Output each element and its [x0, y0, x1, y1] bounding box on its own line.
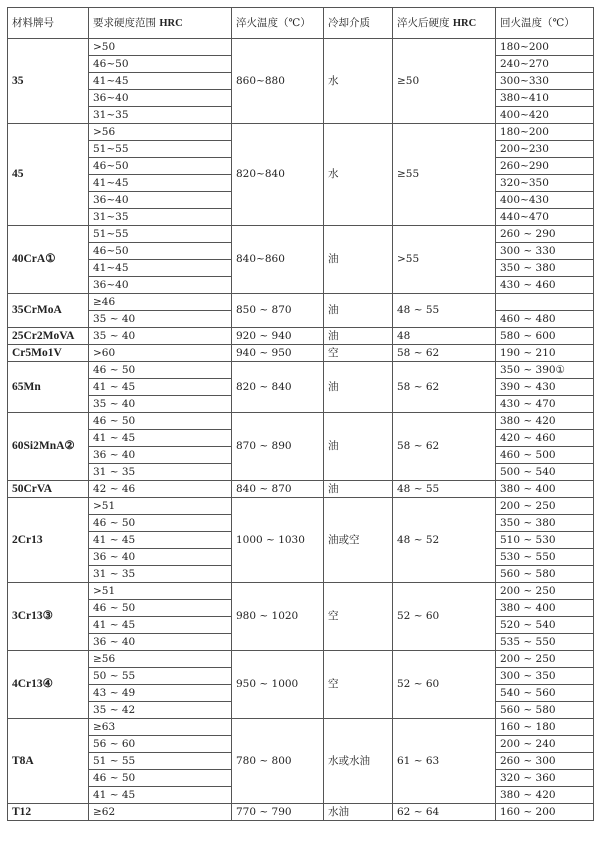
required-hardness-cell: 46 ~ 50 [89, 362, 232, 379]
temper-temp-cell: 350 ~ 390① [496, 362, 594, 379]
material-grade: 3Cr13③ [8, 583, 89, 651]
required-hardness-cell: ≥63 [89, 719, 232, 736]
table-row [8, 362, 594, 379]
required-hardness-cell: 41 ~ 45 [89, 787, 232, 804]
after-hardness-cell: 58 ~ 62 [393, 345, 496, 362]
table-row [8, 481, 594, 498]
temper-temp-cell: 535 ~ 550 [496, 634, 594, 651]
table-row [8, 651, 594, 668]
required-hardness-cell: 36 ~ 40 [89, 549, 232, 566]
cooling-medium-cell: 油 [324, 328, 393, 345]
quench-temp-cell: 980 ~ 1020 [232, 583, 324, 651]
after-hardness-cell: 61 ~ 63 [393, 719, 496, 804]
material-grade: 25Cr2MoVA [8, 328, 89, 345]
temper-temp-cell: 380 ~ 400 [496, 481, 594, 498]
material-grade: 60Si2MnA② [8, 413, 89, 481]
quench-temp-cell: 860~880 [232, 39, 324, 124]
required-hardness-cell: 46~50 [89, 158, 232, 175]
quench-temp-cell: 870 ~ 890 [232, 413, 324, 481]
after-hardness-cell: 48 ~ 55 [393, 481, 496, 498]
quench-temp-cell: 840 ~ 870 [232, 481, 324, 498]
table-row [8, 294, 594, 311]
after-hardness-cell: >55 [393, 226, 496, 294]
required-hardness-cell: 35 ~ 40 [89, 396, 232, 413]
required-hardness-cell: 31~35 [89, 107, 232, 124]
header-row [8, 8, 594, 39]
quench-temp-cell: 1000 ~ 1030 [232, 498, 324, 583]
quench-temp-cell: 920 ~ 940 [232, 328, 324, 345]
table-row [8, 413, 594, 430]
table-row [8, 124, 594, 141]
required-hardness-cell: 41 ~ 45 [89, 379, 232, 396]
material-grade: Cr5Mo1V [8, 345, 89, 362]
material-grade: T12 [8, 804, 89, 821]
temper-temp-cell: 520 ~ 540 [496, 617, 594, 634]
required-hardness-cell: 46 ~ 50 [89, 515, 232, 532]
required-hardness-cell: >50 [89, 39, 232, 56]
material-grade: 40CrA① [8, 226, 89, 294]
temper-temp-cell: 200 ~ 250 [496, 498, 594, 515]
cooling-medium-cell: 水 [324, 39, 393, 124]
temper-temp-cell: 580 ~ 600 [496, 328, 594, 345]
header-material: 材料牌号 [8, 8, 89, 39]
temper-temp-cell: 400~430 [496, 192, 594, 209]
temper-temp-cell: 430 ~ 470 [496, 396, 594, 413]
after-hardness-cell: ≥50 [393, 39, 496, 124]
temper-temp-cell: 510 ~ 530 [496, 532, 594, 549]
temper-temp-cell: 260 ~ 300 [496, 753, 594, 770]
after-hardness-cell: 48 [393, 328, 496, 345]
after-hardness-cell: 62 ~ 64 [393, 804, 496, 821]
quench-temp-cell: 950 ~ 1000 [232, 651, 324, 719]
required-hardness-cell: 41 ~ 45 [89, 532, 232, 549]
required-hardness-cell: 41~45 [89, 175, 232, 192]
material-grade: T8A [8, 719, 89, 804]
quench-temp-cell: 820 ~ 840 [232, 362, 324, 413]
temper-temp-cell: 460 ~ 480 [496, 311, 594, 328]
quench-temp-cell: 770 ~ 790 [232, 804, 324, 821]
required-hardness-cell: 31 ~ 35 [89, 566, 232, 583]
temper-temp-cell: 400~420 [496, 107, 594, 124]
cooling-medium-cell: 空 [324, 651, 393, 719]
after-hardness-cell: 48 ~ 52 [393, 498, 496, 583]
temper-temp-cell: 300~330 [496, 73, 594, 90]
cooling-medium-cell: 水或水油 [324, 719, 393, 804]
temper-temp-cell: 260 ~ 290 [496, 226, 594, 243]
temper-temp-cell: 200 ~ 240 [496, 736, 594, 753]
material-grade: 35CrMoA [8, 294, 89, 328]
cooling-medium-cell: 油 [324, 226, 393, 294]
after-hardness-cell: 58 ~ 62 [393, 362, 496, 413]
temper-temp-cell: 180~200 [496, 124, 594, 141]
required-hardness-cell: 43 ~ 49 [89, 685, 232, 702]
required-hardness-cell: 36~40 [89, 277, 232, 294]
required-hardness-cell: 41~45 [89, 260, 232, 277]
required-hardness-cell: 46~50 [89, 56, 232, 73]
cooling-medium-cell: 油 [324, 481, 393, 498]
after-hardness-cell: 48 ~ 55 [393, 294, 496, 328]
required-hardness-cell: 35 ~ 42 [89, 702, 232, 719]
temper-temp-cell: 540 ~ 560 [496, 685, 594, 702]
required-hardness-cell: ≥46 [89, 294, 232, 311]
after-hardness-cell: 58 ~ 62 [393, 413, 496, 481]
material-grade: 4Cr13④ [8, 651, 89, 719]
temper-temp-cell: 200 ~ 250 [496, 583, 594, 600]
temper-temp-cell: 390 ~ 430 [496, 379, 594, 396]
table-row [8, 804, 594, 821]
temper-temp-cell: 380 ~ 400 [496, 600, 594, 617]
temper-temp-cell: 420 ~ 460 [496, 430, 594, 447]
cooling-medium-cell: 油或空 [324, 498, 393, 583]
cooling-medium-cell: 油 [324, 413, 393, 481]
table-row [8, 226, 594, 243]
temper-temp-cell: 350 ~ 380 [496, 515, 594, 532]
temper-temp-cell: 560 ~ 580 [496, 566, 594, 583]
required-hardness-cell: 31~35 [89, 209, 232, 226]
required-hardness-cell: 51~55 [89, 141, 232, 158]
temper-temp-cell: 380~410 [496, 90, 594, 107]
header-temper-temp: 回火温度（℃） [496, 8, 594, 39]
required-hardness-cell: 50 ~ 55 [89, 668, 232, 685]
temper-temp-cell: 160 ~ 180 [496, 719, 594, 736]
material-grade: 45 [8, 124, 89, 226]
required-hardness-cell: 46 ~ 50 [89, 770, 232, 787]
temper-temp-cell: 440~470 [496, 209, 594, 226]
required-hardness-cell: 46 ~ 50 [89, 413, 232, 430]
required-hardness-cell: >60 [89, 345, 232, 362]
required-hardness-cell: 51~55 [89, 226, 232, 243]
cooling-medium-cell: 水油 [324, 804, 393, 821]
quench-temp-cell: 940 ~ 950 [232, 345, 324, 362]
material-grade: 65Mn [8, 362, 89, 413]
table-body [8, 39, 594, 821]
quench-temper-spec-table [7, 7, 594, 821]
after-hardness-cell: 52 ~ 60 [393, 583, 496, 651]
required-hardness-cell: 46 ~ 50 [89, 600, 232, 617]
quench-temp-cell: 850 ~ 870 [232, 294, 324, 328]
required-hardness-cell: 42 ~ 46 [89, 481, 232, 498]
cooling-medium-cell: 油 [324, 294, 393, 328]
cooling-medium-cell: 油 [324, 362, 393, 413]
required-hardness-cell: >51 [89, 498, 232, 515]
required-hardness-cell: >56 [89, 124, 232, 141]
required-hardness-cell: 41~45 [89, 73, 232, 90]
required-hardness-cell: 36~40 [89, 192, 232, 209]
temper-temp-cell: 530 ~ 550 [496, 549, 594, 566]
quench-temp-cell: 840~860 [232, 226, 324, 294]
temper-temp-cell: 180~200 [496, 39, 594, 56]
required-hardness-cell: 31 ~ 35 [89, 464, 232, 481]
temper-temp-cell: 380 ~ 420 [496, 787, 594, 804]
required-hardness-cell: >51 [89, 583, 232, 600]
required-hardness-cell: 56 ~ 60 [89, 736, 232, 753]
table-row [8, 345, 594, 362]
cooling-medium-cell: 空 [324, 583, 393, 651]
temper-temp-cell: 200 ~ 250 [496, 651, 594, 668]
table-row [8, 39, 594, 56]
cooling-medium-cell: 空 [324, 345, 393, 362]
temper-temp-cell: 300 ~ 350 [496, 668, 594, 685]
temper-temp-cell: 300 ~ 330 [496, 243, 594, 260]
required-hardness-cell: 36~40 [89, 90, 232, 107]
header-required-hardness: 要求硬度范围 HRC [89, 8, 232, 39]
required-hardness-cell: ≥62 [89, 804, 232, 821]
table-row [8, 498, 594, 515]
temper-temp-cell: 190 ~ 210 [496, 345, 594, 362]
table-row [8, 719, 594, 736]
required-hardness-cell: 46~50 [89, 243, 232, 260]
quench-temp-cell: 780 ~ 800 [232, 719, 324, 804]
temper-temp-cell: 240~270 [496, 56, 594, 73]
table-row [8, 328, 594, 345]
material-grade: 35 [8, 39, 89, 124]
temper-temp-cell: 320~350 [496, 175, 594, 192]
temper-temp-cell: 380 ~ 420 [496, 413, 594, 430]
header-quench-temp: 淬火温度（℃） [232, 8, 324, 39]
required-hardness-cell: 41 ~ 45 [89, 430, 232, 447]
table-row [8, 583, 594, 600]
temper-temp-cell: 350 ~ 380 [496, 260, 594, 277]
temper-temp-cell: 260~290 [496, 158, 594, 175]
temper-temp-cell: 500 ~ 540 [496, 464, 594, 481]
temper-temp-cell: 160 ~ 200 [496, 804, 594, 821]
required-hardness-cell: ≥56 [89, 651, 232, 668]
required-hardness-cell: 41 ~ 45 [89, 617, 232, 634]
temper-temp-cell: 460 ~ 500 [496, 447, 594, 464]
temper-temp-cell: 200~230 [496, 141, 594, 158]
cooling-medium-cell: 水 [324, 124, 393, 226]
temper-temp-cell: 320 ~ 360 [496, 770, 594, 787]
material-grade: 50CrVA [8, 481, 89, 498]
required-hardness-cell: 36 ~ 40 [89, 634, 232, 651]
temper-temp-cell [496, 294, 594, 311]
required-hardness-cell: 51 ~ 55 [89, 753, 232, 770]
required-hardness-cell: 35 ~ 40 [89, 328, 232, 345]
temper-temp-cell: 430 ~ 460 [496, 277, 594, 294]
required-hardness-cell: 35 ~ 40 [89, 311, 232, 328]
temper-temp-cell: 560 ~ 580 [496, 702, 594, 719]
after-hardness-cell: ≥55 [393, 124, 496, 226]
required-hardness-cell: 36 ~ 40 [89, 447, 232, 464]
header-cooling-medium: 冷却介质 [324, 8, 393, 39]
header-after-hardness: 淬火后硬度 HRC [393, 8, 496, 39]
after-hardness-cell: 52 ~ 60 [393, 651, 496, 719]
material-grade: 2Cr13 [8, 498, 89, 583]
quench-temp-cell: 820~840 [232, 124, 324, 226]
